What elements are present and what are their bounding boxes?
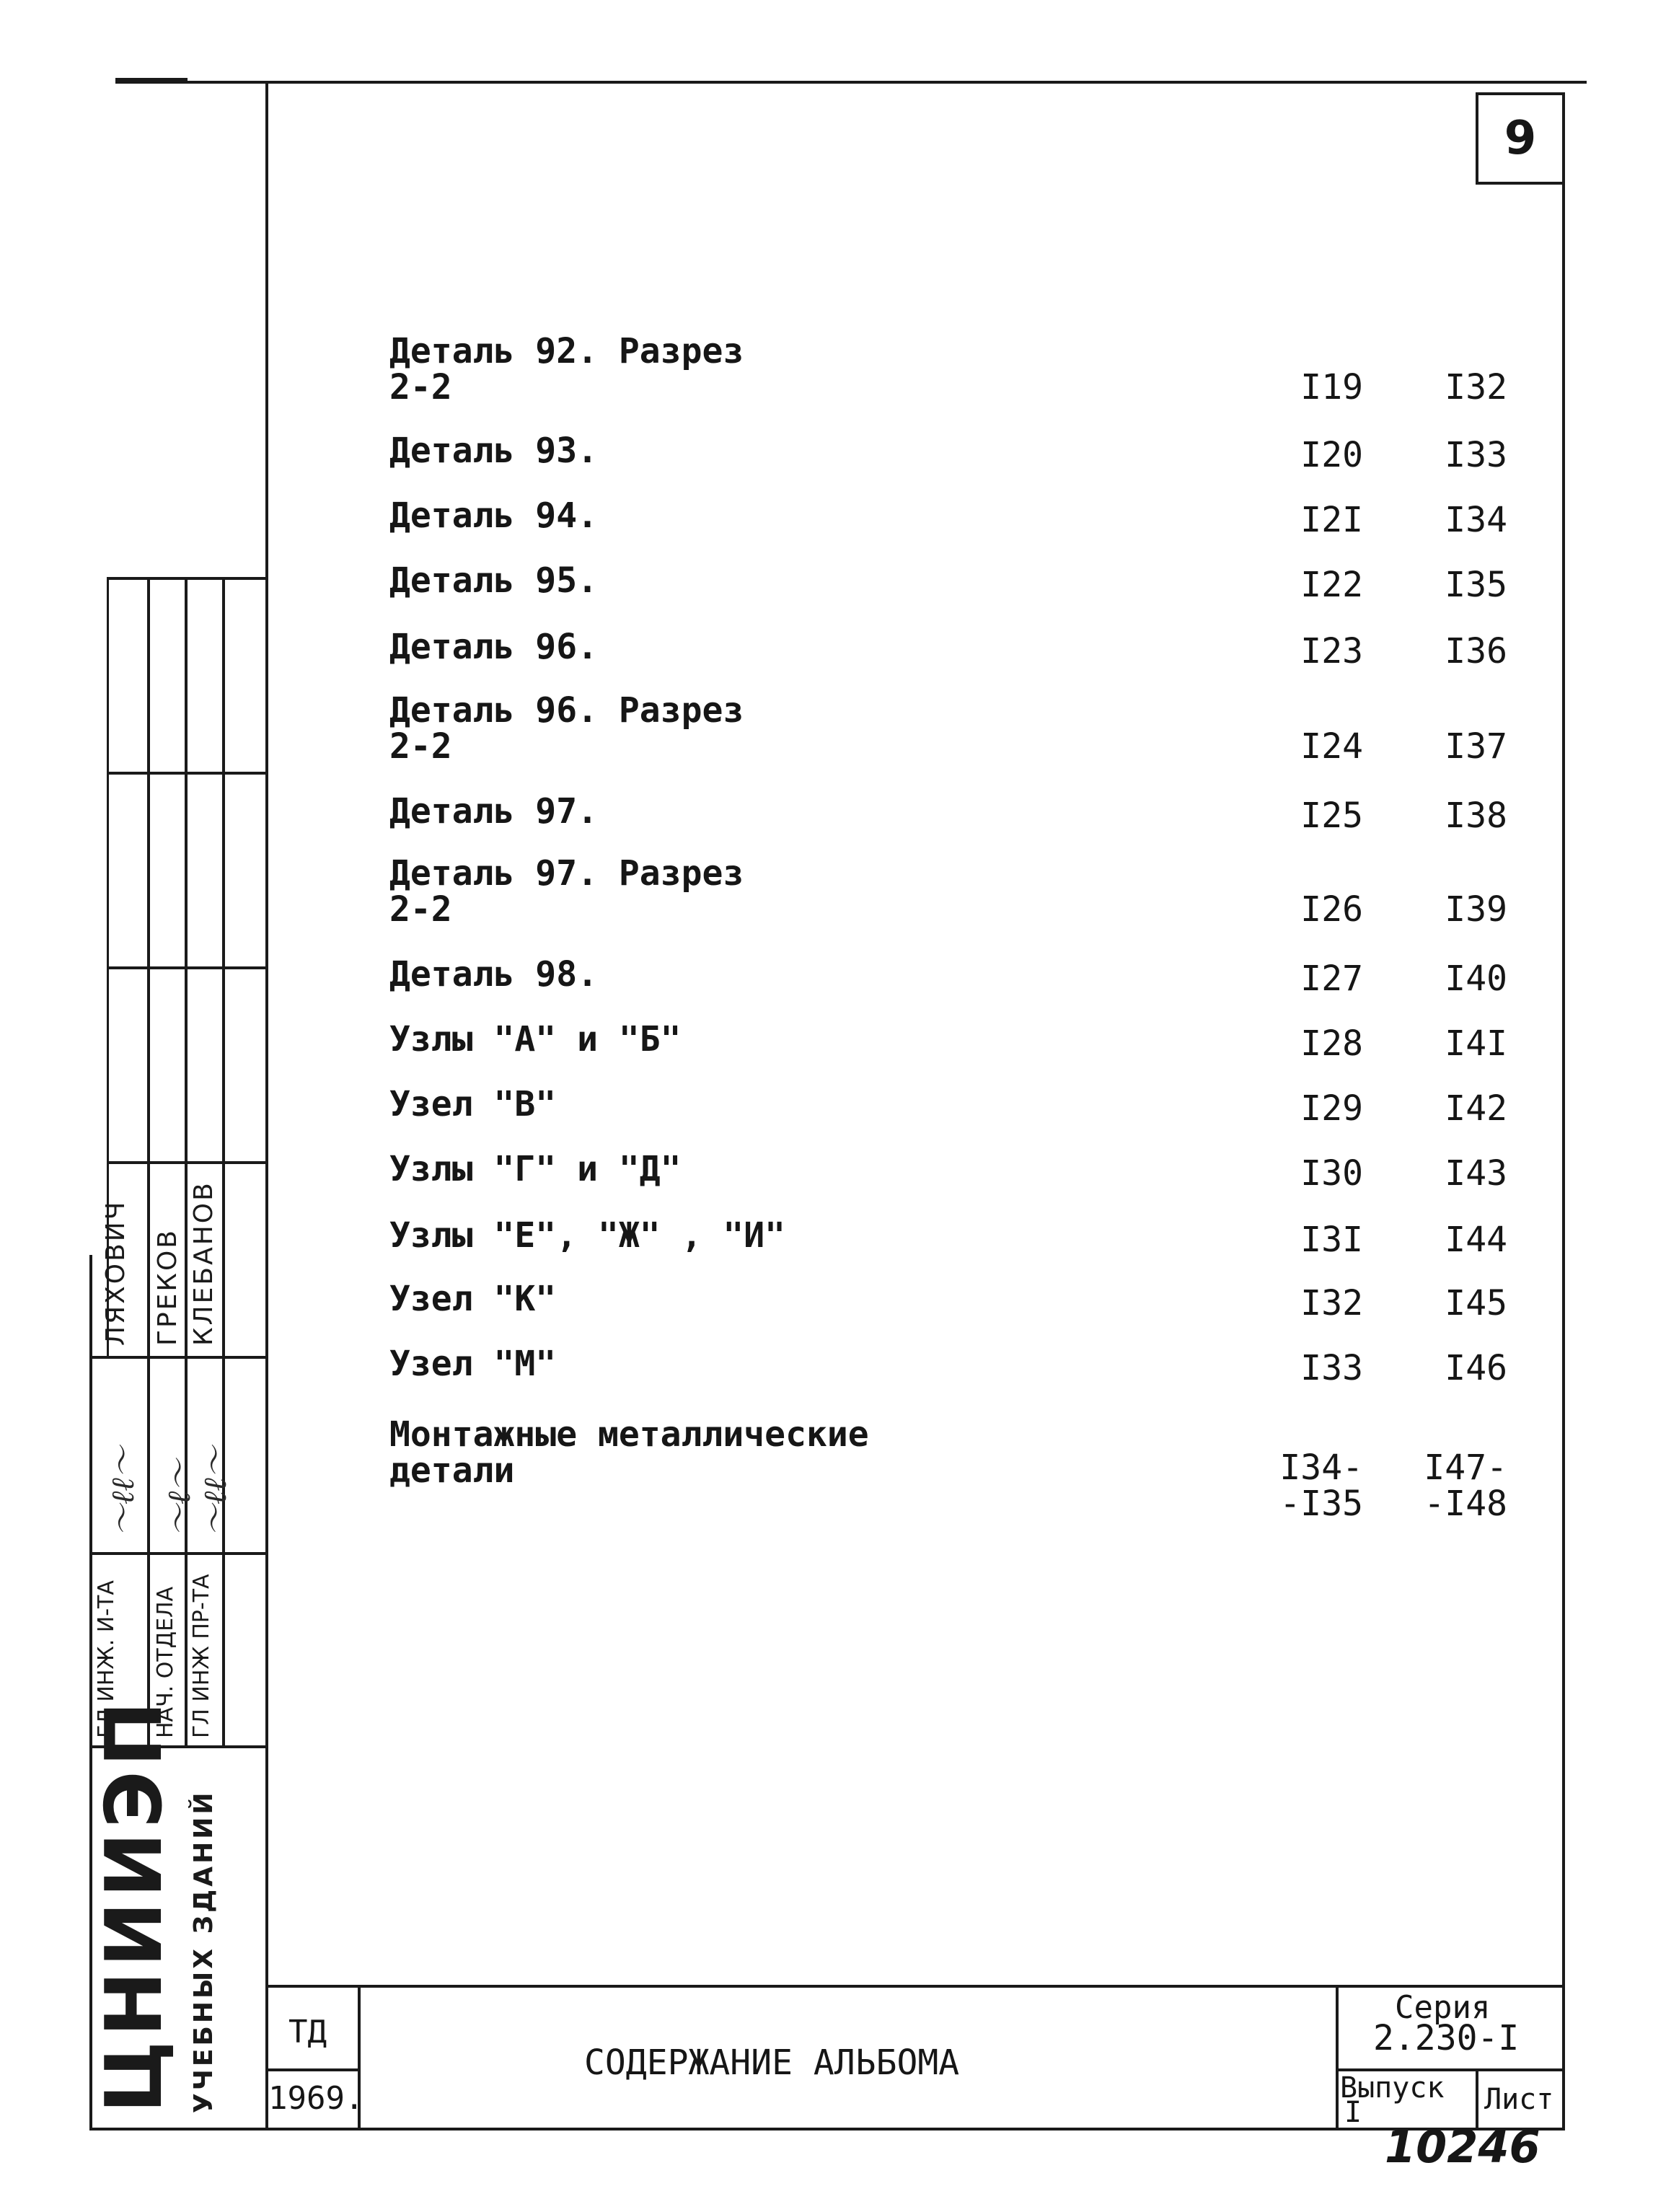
contents-row bbox=[389, 793, 1515, 860]
series-value: 2.230-I bbox=[1373, 2018, 1520, 2058]
row-sheet-number: I34- -I35 bbox=[1279, 1448, 1363, 1524]
contents-row bbox=[389, 433, 1515, 499]
handwritten-signature: 〜ℓℓ〜 bbox=[197, 1446, 234, 1536]
row-title: Узлы "Г" и "Д" bbox=[389, 1149, 682, 1189]
stamp-line bbox=[89, 1356, 267, 1359]
archive-number: 10246 bbox=[1385, 2120, 1540, 2173]
org-subname: УЧЕБНЫХ ЗДАНИЙ bbox=[189, 1789, 219, 2113]
row-sheet-number: I27 bbox=[1300, 959, 1363, 999]
row-sheet-number: I22 bbox=[1300, 565, 1363, 605]
row-title: Деталь 97. Разрез 2-2 bbox=[389, 853, 744, 930]
stamp-line bbox=[89, 1552, 267, 1555]
title-block-mid-line bbox=[265, 2068, 359, 2071]
issue-label: Выпуск bbox=[1340, 2071, 1445, 2105]
frame-right-line bbox=[1562, 92, 1565, 2129]
row-page-number: I40 bbox=[1445, 959, 1507, 999]
series-label: Серия bbox=[1395, 1989, 1491, 2026]
stamp-name: КЛЕБАНОВ bbox=[189, 1181, 219, 1346]
row-sheet-number: I28 bbox=[1300, 1023, 1363, 1064]
stamp-line bbox=[147, 577, 150, 1745]
stamp-name: ГРЕКОВ bbox=[153, 1228, 182, 1346]
row-page-number: I38 bbox=[1445, 796, 1507, 836]
row-sheet-number: I24 bbox=[1300, 726, 1363, 767]
handwritten-signature: 〜ℓℓ〜 bbox=[105, 1446, 141, 1536]
org-name: ЦНИИЭП bbox=[89, 1696, 180, 2113]
row-sheet-number: I2I bbox=[1300, 500, 1363, 540]
title-block-top-line bbox=[265, 1985, 1564, 1988]
stamp-line bbox=[222, 577, 225, 1745]
row-page-number: I43 bbox=[1445, 1153, 1507, 1194]
row-page-number: I35 bbox=[1445, 565, 1507, 605]
row-page-number: I36 bbox=[1445, 631, 1507, 671]
row-title: Монтажные металлические детали bbox=[389, 1414, 869, 1491]
contents-row bbox=[389, 629, 1515, 695]
row-page-number: I42 bbox=[1445, 1088, 1507, 1129]
row-title: Деталь 96. bbox=[389, 627, 598, 667]
contents-row bbox=[389, 495, 1515, 564]
stamp-role: ГЛ ИНЖ ПР-ТА bbox=[189, 1574, 214, 1738]
handwritten-signature: 〜ℓ〜 bbox=[161, 1459, 198, 1536]
row-title: Деталь 97. bbox=[389, 791, 598, 832]
stamp-name: ЛЯХОВИЧ bbox=[101, 1199, 131, 1346]
frame-left-line bbox=[265, 81, 268, 2129]
row-sheet-number: I20 bbox=[1300, 435, 1363, 475]
row-sheet-number: I26 bbox=[1300, 889, 1363, 930]
row-sheet-number: I23 bbox=[1300, 631, 1363, 671]
row-title: Деталь 92. Разрез 2-2 bbox=[389, 331, 744, 407]
row-page-number: I47- -I48 bbox=[1424, 1448, 1507, 1524]
contents-row bbox=[389, 1086, 1515, 1153]
row-page-number: I34 bbox=[1445, 500, 1507, 540]
sheet-number-box bbox=[1476, 92, 1562, 185]
row-sheet-number: I33 bbox=[1300, 1348, 1363, 1388]
contents-row bbox=[389, 1416, 1515, 1525]
sheet-label: Лист bbox=[1484, 2083, 1554, 2116]
row-page-number: I44 bbox=[1445, 1220, 1507, 1260]
document-year: 1969. bbox=[268, 2080, 364, 2117]
row-title: Узлы "А" и "Б" bbox=[389, 1019, 682, 1059]
contents-row bbox=[389, 956, 1515, 1023]
row-title: Деталь 93. bbox=[389, 431, 598, 471]
row-page-number: I46 bbox=[1445, 1348, 1507, 1388]
row-sheet-number: I3I bbox=[1300, 1220, 1363, 1260]
row-title: Узел "К" bbox=[389, 1279, 557, 1319]
row-title: Узел "М" bbox=[389, 1344, 557, 1384]
frame-top-left-stub bbox=[115, 78, 188, 82]
contents-row bbox=[389, 853, 1515, 930]
contents-row bbox=[389, 690, 1515, 767]
stamp-line bbox=[185, 577, 188, 1745]
document-code: ТД bbox=[288, 2014, 327, 2050]
issue-value: I bbox=[1344, 2096, 1362, 2129]
row-sheet-number: I25 bbox=[1300, 796, 1363, 836]
contents-row bbox=[389, 1151, 1515, 1217]
row-title: Деталь 95. bbox=[389, 560, 598, 601]
row-title: Узлы "Е", "Ж" , "И" bbox=[389, 1215, 786, 1256]
row-page-number: I37 bbox=[1445, 726, 1507, 767]
contents-row bbox=[389, 331, 1515, 407]
sheet-number: 9 bbox=[1504, 112, 1537, 165]
row-title: Деталь 98. bbox=[389, 954, 598, 995]
contents-row bbox=[389, 1346, 1515, 1412]
row-page-number: I32 bbox=[1445, 367, 1507, 407]
row-page-number: I33 bbox=[1445, 435, 1507, 475]
title-block-divider bbox=[1336, 1985, 1339, 2129]
row-sheet-number: I29 bbox=[1300, 1088, 1363, 1129]
row-page-number: I4I bbox=[1445, 1023, 1507, 1064]
frame-top-line bbox=[115, 81, 1587, 84]
document-title: СОДЕРЖАНИЕ АЛЬБОМА bbox=[584, 2043, 960, 2083]
row-title: Деталь 94. bbox=[389, 495, 598, 536]
row-sheet-number: I30 bbox=[1300, 1153, 1363, 1194]
contents-row bbox=[389, 560, 1515, 629]
contents-row bbox=[389, 1021, 1515, 1088]
stamp-role: НАЧ. ОТДЕЛА bbox=[153, 1586, 178, 1738]
row-title: Деталь 96. Разрез 2-2 bbox=[389, 690, 744, 767]
row-sheet-number: I19 bbox=[1300, 367, 1363, 407]
row-page-number: I39 bbox=[1445, 889, 1507, 930]
contents-row bbox=[389, 1217, 1515, 1284]
row-sheet-number: I32 bbox=[1300, 1283, 1363, 1323]
contents-row bbox=[389, 1281, 1515, 1347]
row-page-number: I45 bbox=[1445, 1283, 1507, 1323]
row-title: Узел "В" bbox=[389, 1084, 557, 1124]
stamp-role: ГЛ ИНЖ. И-ТА bbox=[94, 1580, 119, 1738]
